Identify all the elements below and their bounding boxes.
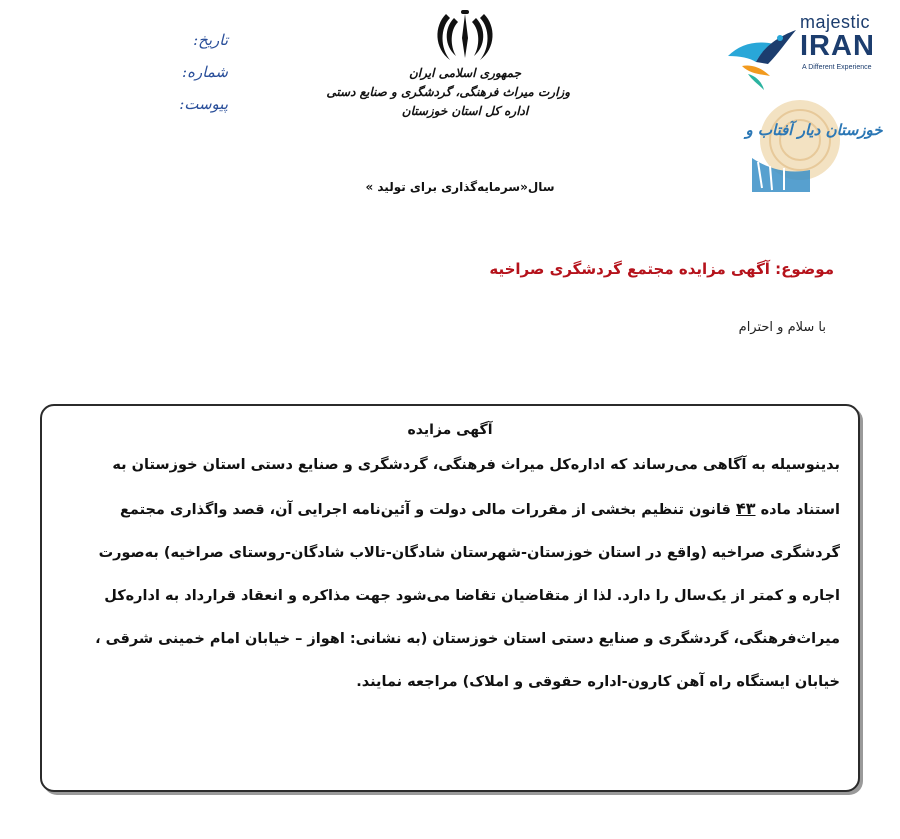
khuzestan-logo [740, 100, 890, 192]
attachment-label: پیوست: [179, 95, 228, 113]
article-number: ۴۳ [735, 499, 756, 518]
date-label: تاریخ: [193, 31, 228, 49]
notice-line-2-start: استناد ماده [760, 502, 840, 518]
letter-meta [118, 24, 228, 120]
notice-line-6: خیابان ایستگاه راه آهن کارون-اداره حقوقی و املاک) مراجعه نمایند. [356, 674, 840, 690]
letter-greeting: با سلام و احترام [738, 320, 826, 335]
majestic-iran-logo [722, 10, 887, 98]
notice-line-4: اجاره و کمتر از یک‌سال را دارد. لذا از متقاضیان تقاضا می‌شود جهت مذاکره و انعقاد قرارداد به اداره‌کل [104, 588, 840, 604]
notice-line-3: گردشگری صراخیه (واقع در استان خوزستان-شهرستان شادگان-تالاب شادگان-روستای صراخیه) به‌صورت [98, 545, 840, 561]
year-slogan: سال«سرمایه‌گذاری برای تولید » [365, 180, 555, 194]
iran-emblem-icon [430, 8, 500, 64]
iran-word: IRAN [800, 30, 875, 62]
number-label: شماره: [182, 63, 228, 81]
letter-subject: موضوع: آگهی مزایده مجتمع گردشگری صراخیه [489, 260, 834, 278]
notice-line-2 [60, 487, 840, 532]
ministry-title: وزارت میراث فرهنگی، گردشگری و صنایع دستی [326, 85, 570, 99]
notice-body [60, 444, 840, 704]
khuzestan-slogan: خوزستان دیار آفتاب و [745, 121, 883, 139]
letterhead [326, 8, 570, 121]
bird-icon [722, 14, 802, 94]
notice-line-5: میراث‌فرهنگی، گردشگری و صنایع دستی استان خوزستان (به نشانی: اهواز – خیابان امام خمینی شرقی ، [95, 631, 840, 647]
majestic-word: majestic [800, 12, 871, 32]
notice-title: آگهی مزایده [407, 422, 493, 438]
auction-notice-box [40, 404, 860, 792]
directorate-title: اداره کل استان خوزستان [401, 104, 529, 118]
notice-line-2-end: قانون تنظیم بخشی از مقررات مالی دولت و آئین‌نامه اجرایی آن، قصد واگذاری مجتمع [119, 502, 731, 518]
logo-tagline: A Different Experience [802, 64, 872, 71]
notice-line-1: بدینوسیله به آگاهی می‌رساند که اداره‌کل میراث فرهنگی، گردشگری و صنایع دستی استان خوزستان به [112, 457, 840, 473]
republic-title: جمهوری اسلامی ایران [408, 66, 522, 80]
sun-icon [740, 100, 890, 192]
